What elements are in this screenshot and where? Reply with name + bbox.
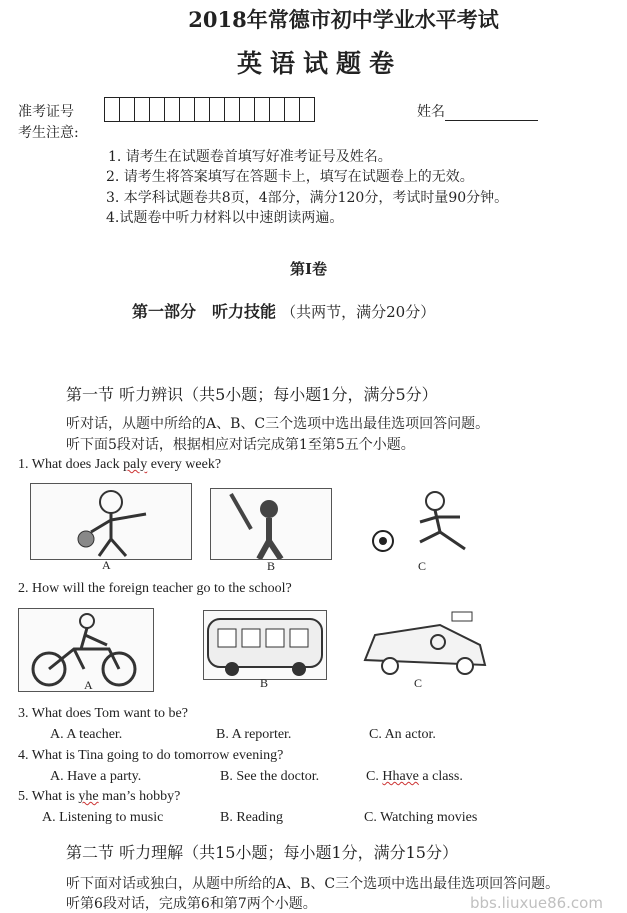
q2-label-a: A xyxy=(84,678,93,692)
q4-option-b: B. See the doctor. xyxy=(220,769,320,784)
q3-option-c: C. An actor. xyxy=(369,727,436,742)
typo-paly: paly xyxy=(123,457,148,472)
watermark-url: bbs.liuxue86.com xyxy=(470,894,603,912)
q1-label-a: A xyxy=(102,558,111,572)
q5-option-c: C. Watching movies xyxy=(364,810,478,825)
q2-picture-b-bus xyxy=(203,610,327,680)
q4-option-c: C. Hhave a class. xyxy=(366,769,463,784)
part1-heading xyxy=(132,299,435,322)
exam-title: 2018年常德市初中学业水平考试 xyxy=(188,7,499,32)
notice-2: 2. 请考生将答案填写在答题卡上，填写在试题卷上的无效。 xyxy=(106,169,474,185)
paper-title: 英语试题卷 xyxy=(236,49,402,78)
q2-label-c: C xyxy=(414,676,423,690)
section1-instr2: 听下面5段对话，根据相应对话完成第1至第5五个小题。 xyxy=(66,437,415,453)
section2-heading: 第二节 听力理解（共15小题；每小题1分，满分15分） xyxy=(66,843,458,862)
q5-option-b: B. Reading xyxy=(220,810,283,825)
notice-1: 1. 请考生在试题卷首填写好准考证号及姓名。 xyxy=(108,149,392,165)
q3-option-a: A. A teacher. xyxy=(50,727,123,742)
question-4: 4. What is Tina going to do tomorrow evening? xyxy=(18,748,284,763)
q2-label-b: B xyxy=(260,676,269,690)
q1-picture-a-basketball xyxy=(30,483,192,560)
question-5: 5. What is yhe man’s hobby? xyxy=(18,789,181,804)
question-2: 2. How will the foreign teacher go to the school? xyxy=(18,581,292,596)
question-3: 3. What does Tom want to be? xyxy=(18,706,188,721)
notice-4: 4.试题卷中听力材料以中速朗读两遍。 xyxy=(106,210,344,226)
name-label: 姓名 xyxy=(417,104,445,120)
name-field[interactable] xyxy=(417,101,538,121)
q3-option-b: B. A reporter. xyxy=(216,727,292,742)
q2-picture-c-taxi xyxy=(360,610,490,680)
q1-picture-c-soccer xyxy=(365,487,490,557)
q5-option-a: A. Listening to music xyxy=(42,810,164,825)
section2-instr2: 听第6段对话，完成第6和第7两个小题。 xyxy=(66,896,317,912)
q4-option-a: A. Have a party. xyxy=(50,769,142,784)
q1-label-b: B xyxy=(267,559,276,573)
q1-label-c: C xyxy=(418,559,427,573)
section2-instr1: 听下面对话或独白，从题中所给的A、B、C三个选项中选出最佳选项回答问题。 xyxy=(66,876,560,892)
id-label: 准考证号 xyxy=(18,104,74,120)
section1-instr1: 听对话，从题中所给的A、B、C三个选项中选出最佳选项回答问题。 xyxy=(66,416,490,432)
part1-note: （共两节，满分20分） xyxy=(281,303,436,321)
q1-picture-b-baseball xyxy=(210,488,332,560)
id-number-boxes[interactable] xyxy=(104,97,315,122)
part1-title: 第一部分 听力技能 xyxy=(132,302,277,321)
notice-label: 考生注意: xyxy=(18,125,79,141)
volume-heading: 第I卷 xyxy=(290,260,328,278)
question-1: 1. What does Jack paly every week? xyxy=(18,457,222,472)
section1-heading: 第一节 听力辨识（共5小题；每小题1分，满分5分） xyxy=(66,385,438,404)
notice-3: 3. 本学科试题卷共8页，4部分，满分120分，考试时量90分钟。 xyxy=(106,190,509,206)
